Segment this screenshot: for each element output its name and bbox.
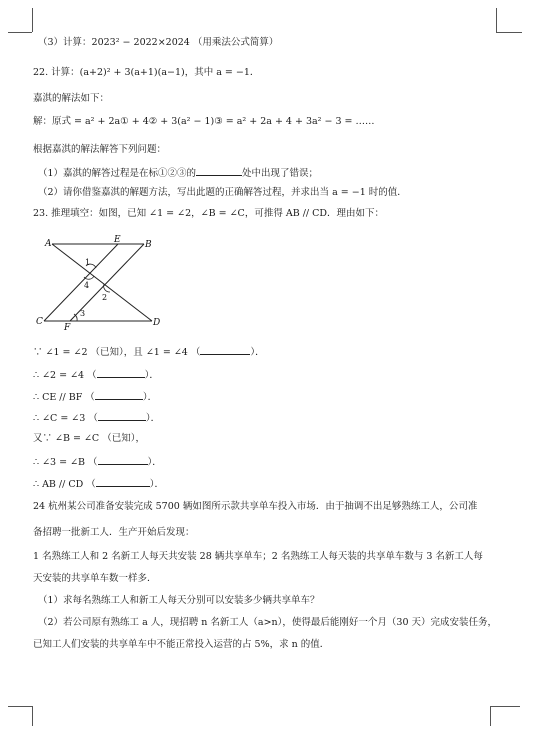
answer-blank[interactable] [96,476,150,487]
q22-part1 [38,165,318,180]
answer-blank[interactable] [200,344,250,355]
label-angle-4: 4 [84,281,90,290]
crop-mark-bottom-left-v [32,706,33,726]
label-angle-3: 3 [80,309,86,318]
q24-part2-line1: （2）若公司原有熟练工 a 人，现招聘 n 名新工人（a>n），使得最后能刚好一个月（30 天）完成安装任务， [38,617,498,628]
step-text: ∴ ∠2 = ∠4 （ [33,370,97,381]
crop-mark-bottom-left [8,706,32,707]
q22-intro: 嘉淇的解法如下： [33,93,110,104]
step-end: ）． [145,413,161,424]
q24-part1: （1）求每名熟练工人和新工人每天分别可以安装多少辆共享单车？ [38,595,320,606]
step-end: ）． [142,392,158,403]
step-text: ∵ ∠1 = ∠2 （已知），且 ∠1 = ∠4 （ [33,347,201,358]
geometry-figure [34,232,164,332]
step-end: ）． [149,479,165,490]
answer-blank[interactable] [196,165,242,176]
label-f: F [64,323,71,332]
answer-blank[interactable] [95,389,143,400]
crop-mark-top-left-h [8,32,32,33]
label-b: B [145,240,152,250]
label-c: C [36,317,43,327]
angle-arc-3 [74,314,77,321]
q22-part2: （2）请你借鉴嘉淇的解题方法，写出此题的正确解答过程，并求出当 a = −1 时的值． [38,187,407,198]
q23-title: 23. 推理填空：如图，已知 ∠1 = ∠2，∠B = ∠C，可推得 AB // CD．理由如下： [33,208,385,219]
segment-ad [52,244,152,321]
step-text: ∴ ∠3 = ∠B （ [33,457,98,468]
q24-line1: 24 杭州某公司准备安装完成 5700 辆如图所示款共享单车投入市场．由于抽调不出足够熟练工人，公司准 [33,501,478,512]
q23-step-4 [33,410,160,425]
q24-line3: 1 名熟练工人和 2 名新工人每天共安装 28 辆共享单车；2 名熟练工人每天装的共享单车数与 3 名新工人每 [33,551,483,562]
step-end: ）． [250,347,265,358]
q22-part1-post: 处中出现了错误； [242,168,319,179]
answer-blank[interactable] [98,454,148,465]
q23-step-6 [33,454,162,469]
step-end: ）． [144,370,159,381]
label-angle-1: 1 [85,258,91,267]
step-text: ∴ CE // BF （ [33,392,95,403]
answer-blank[interactable] [97,367,145,378]
q21-part3: （3）计算：2023² − 2022×2024 （用乘法公式简算） [38,37,279,48]
label-a: A [45,239,52,249]
q22-part1-pre: （1）嘉淇的解答过程是在标①②③的 [38,168,197,179]
step-text: 又∵ ∠B = ∠C （已知）， [33,433,145,444]
label-angle-2: 2 [102,293,108,302]
q23-step-7 [33,476,164,491]
q22-solution: 解：原式 = a² + 2a① + 4② + 3(a² − 1)③ = a² + 2a + 4 + 3a² − 3 = …… [33,116,375,127]
answer-blank[interactable] [98,410,146,421]
q22-title: 22. 计算：(a+2)² + 3(a+1)(a−1)，其中 a = −1． [33,67,260,78]
q23-step-2 [33,367,159,382]
q24-part2-line2: 已知工人们安装的共享单车中不能正常投入运营的占 5%，求 n 的值． [33,639,330,650]
label-e: E [114,235,121,245]
label-d: D [153,318,161,328]
q24-line4: 天安装的共享单车数一样多． [33,573,157,584]
crop-mark-top-right-h [496,32,522,33]
crop-mark-bottom-right-v [490,706,491,726]
crop-mark-top-right [496,8,511,32]
q24-line2: 备招聘一批新工人．生产开始后发现： [33,527,195,538]
step-text: ∴ AB // CD （ [33,479,96,490]
step-end: ）． [147,457,162,468]
q23-step-1 [33,344,265,359]
q23-step-5 [33,432,145,445]
crop-mark-top-left [18,8,33,32]
q23-step-3 [33,389,157,404]
crop-mark-bottom-right [490,706,520,707]
step-text: ∴ ∠C = ∠3 （ [33,413,98,424]
q22-prompt: 根据嘉淇的解法解答下列问题： [33,144,167,155]
